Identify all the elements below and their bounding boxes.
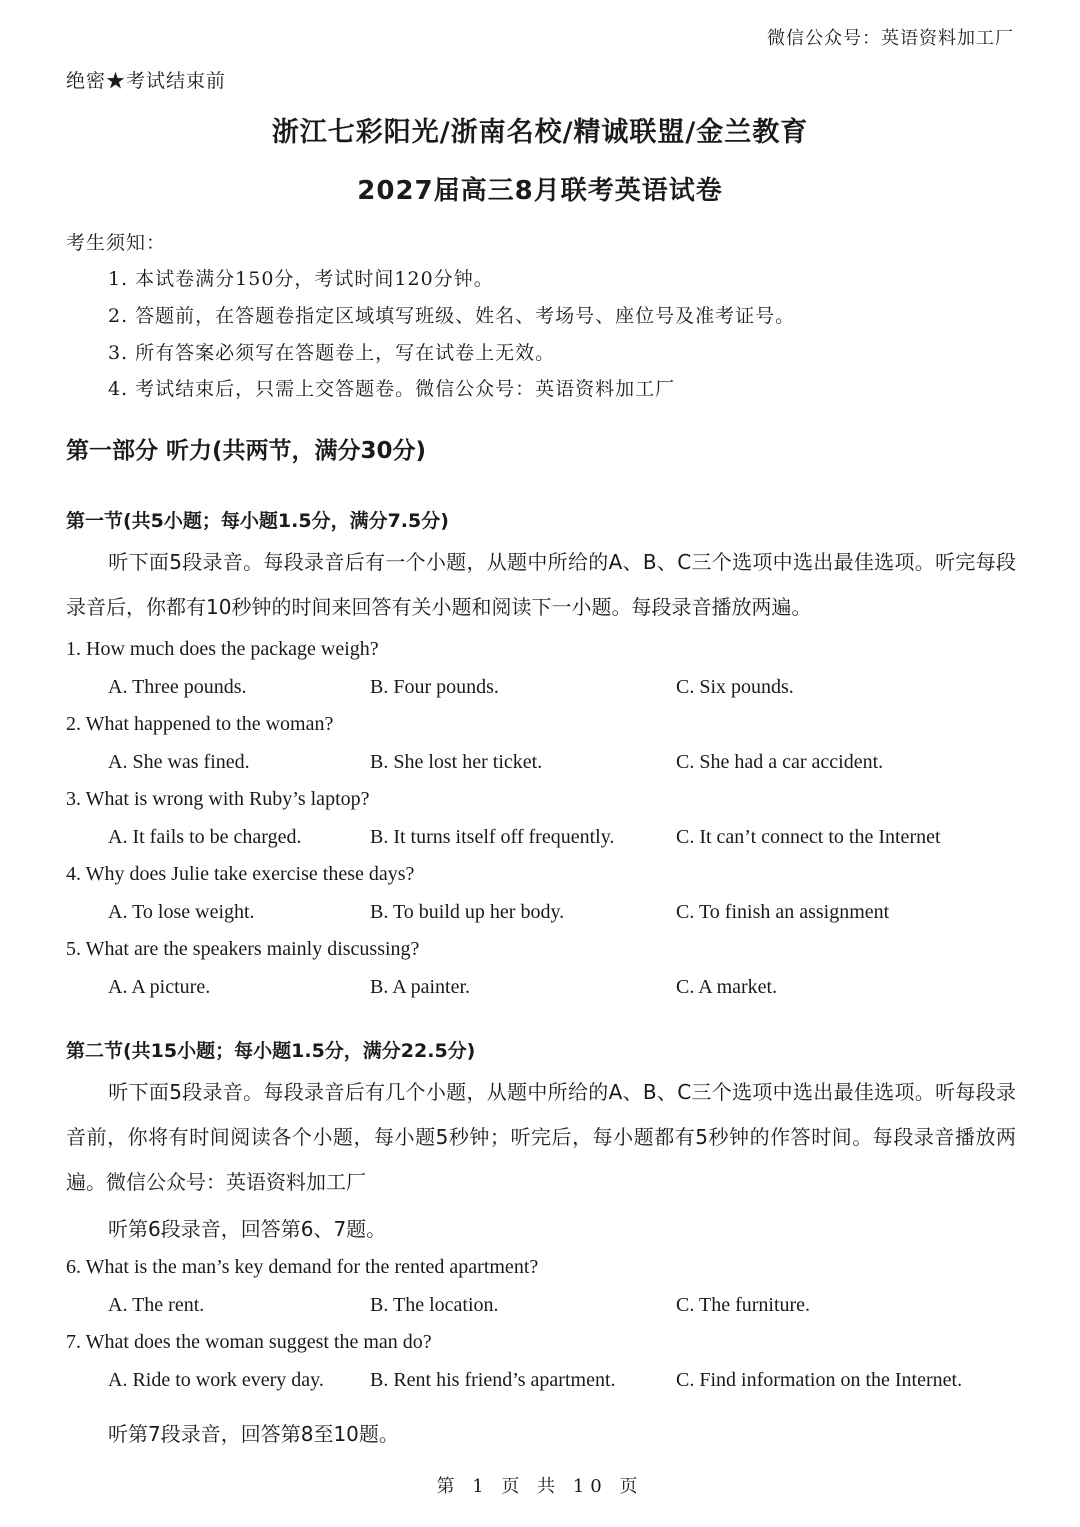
- notice-item: 1. 本试卷满分150分，考试时间120分钟。: [108, 268, 494, 290]
- question-3-option-a: A. It fails to be charged.: [108, 826, 302, 848]
- question-6-option-c: C. The furniture.: [676, 1294, 811, 1316]
- audio-6-note: 听第6段录音，回答第6、7题。: [108, 1217, 387, 1241]
- question-5: 5. What are the speakers mainly discussing?: [66, 938, 420, 960]
- exam-title-line2: 2027届高三8月联考英语试卷: [357, 176, 723, 206]
- question-4-option-a: A. To lose weight.: [108, 901, 255, 923]
- section2-heading: 第二节(共15小题；每小题1.5分，满分22.5分): [66, 1040, 476, 1062]
- question-5-option-c: C. A market.: [676, 976, 778, 998]
- secrecy-mark: 绝密★考试结束前: [66, 70, 227, 92]
- notice-item: 2. 答题前，在答题卷指定区域填写班级、姓名、考场号、座位号及准考证号。: [108, 305, 796, 327]
- question-1: 1. How much does the package weigh?: [66, 638, 379, 660]
- notice-item: 4. 考试结束后，只需上交答题卷。微信公众号：英语资料加工厂: [108, 378, 676, 400]
- question-2-option-c: C. She had a car accident.: [676, 751, 884, 773]
- question-6-option-a: A. The rent.: [108, 1294, 205, 1316]
- page-number: 第 1 页 共 10 页: [436, 1476, 644, 1497]
- exam-title-line1: 浙江七彩阳光/浙南名校/精诚联盟/金兰教育: [271, 117, 809, 148]
- question-1-option-c: C. Six pounds.: [676, 676, 794, 698]
- notice-item: 3. 所有答案必须写在答题卷上，写在试卷上无效。: [108, 342, 556, 364]
- section1-instructions: [66, 540, 1016, 630]
- question-4: 4. Why does Julie take exercise these days?: [66, 863, 415, 885]
- question-5-option-a: A. A picture.: [108, 976, 211, 998]
- question-7-option-b: B. Rent his friend’s apartment.: [370, 1369, 616, 1391]
- question-3-option-c: C. It can’t connect to the Internet: [676, 826, 941, 848]
- section2-instructions: [66, 1070, 1016, 1205]
- audio-7-note: 听第7段录音，回答第8至10题。: [108, 1422, 399, 1446]
- question-2-option-a: A. She was fined.: [108, 751, 250, 773]
- question-6: 6. What is the man’s key demand for the rented apartment?: [66, 1256, 539, 1278]
- question-2: 2. What happened to the woman?: [66, 713, 334, 735]
- question-5-option-b: B. A painter.: [370, 976, 470, 998]
- section1-instructions-text: 听下面5段录音。每段录音后有一个小题，从题中所给的A、B、C三个选项中选出最佳选项。听完每段录音后，你都有10秒钟的时间来回答有关小题和阅读下一小题。每段录音播放两遍。: [66, 550, 1016, 619]
- part1-heading: 第一部分 听力(共两节，满分30分): [66, 438, 427, 464]
- section2-instructions-text: 听下面5段录音。每段录音后有几个小题，从题中所给的A、B、C三个选项中选出最佳选项。听每段录音前，你将有时间阅读各个小题，每小题5秒钟；听完后，每小题都有5秒钟的作答时间。每段录音播放两遍。微信公众号：英语资料加工厂: [66, 1080, 1016, 1194]
- question-3-option-b: B. It turns itself off frequently.: [370, 826, 615, 848]
- question-7-option-c: C. Find information on the Internet.: [676, 1369, 963, 1391]
- question-1-option-a: A. Three pounds.: [108, 676, 247, 698]
- header-note: 微信公众号：英语资料加工厂: [767, 28, 1014, 49]
- question-7: 7. What does the woman suggest the man do?: [66, 1331, 432, 1353]
- question-4-option-b: B. To build up her body.: [370, 901, 565, 923]
- notice-heading: 考生须知：: [66, 232, 167, 254]
- section1-heading: 第一节(共5小题；每小题1.5分，满分7.5分): [66, 510, 449, 532]
- question-6-option-b: B. The location.: [370, 1294, 499, 1316]
- question-2-option-b: B. She lost her ticket.: [370, 751, 543, 773]
- question-1-option-b: B. Four pounds.: [370, 676, 499, 698]
- question-3: 3. What is wrong with Ruby’s laptop?: [66, 788, 370, 810]
- question-7-option-a: A. Ride to work every day.: [108, 1369, 324, 1391]
- question-4-option-c: C. To finish an assignment: [676, 901, 890, 923]
